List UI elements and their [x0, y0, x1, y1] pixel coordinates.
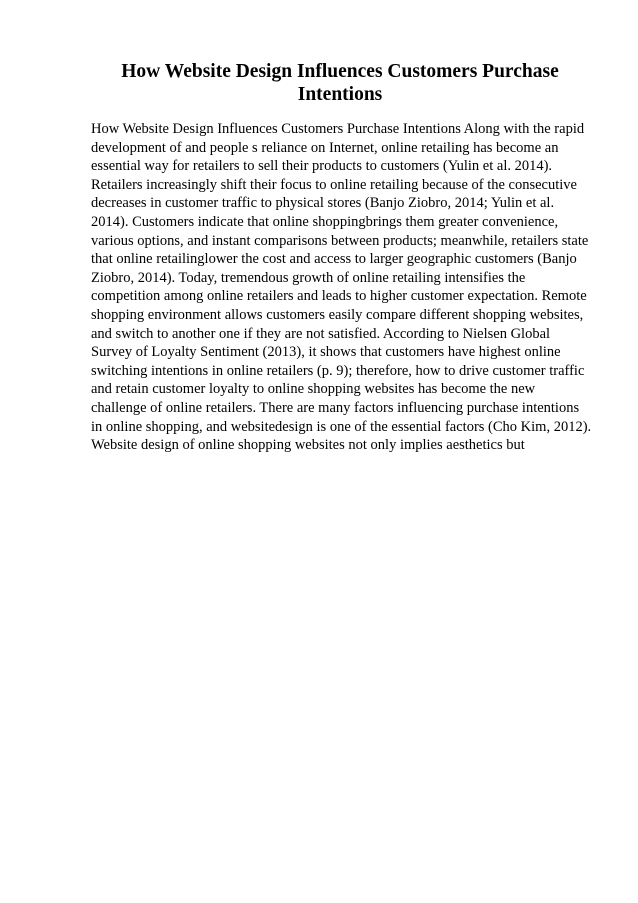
- body-line: switching intentions in online retailers (p. 9); therefore, how to drive customer traffic: [91, 362, 585, 379]
- body-line: decreases in customer traffic to physical stores (Banjo Ziobro, 2014; Yulin et al.: [91, 195, 555, 212]
- body-line: in online shopping, and websitedesign is one of the essential factors (Cho Kim, 2012).: [91, 418, 592, 435]
- body-line: shopping environment allows customers easily compare different shopping websites,: [91, 306, 584, 323]
- body-line: Website design of online shopping websites not only implies aesthetics but: [91, 437, 525, 454]
- body-line: essential way for retailers to sell their products to customers (Yulin et al. 2014).: [91, 158, 553, 175]
- body-line: and switch to another one if they are not satisfied. According to Nielsen Global: [91, 325, 551, 342]
- body-line: challenge of online retailers. There are many factors influencing purchase intentions: [91, 399, 580, 416]
- body-line: Survey of Loyalty Sentiment (2013), it shows that customers have highest online: [91, 344, 561, 361]
- body-line: various options, and instant comparisons between products; meanwhile, retailers state: [91, 232, 589, 249]
- body-paragraph: [91, 120, 601, 455]
- body-line: that online retailinglower the cost and access to larger geographic customers (Banjo: [91, 251, 577, 268]
- body-line: How Website Design Influences Customers Purchase Intentions Along with the rapid: [91, 121, 585, 137]
- title-line-1: How Website Design Influences Customers Purchase: [121, 61, 559, 82]
- document-title: [90, 60, 590, 106]
- body-line: Retailers increasingly shift their focus to online retailing because of the consecutive: [91, 176, 577, 193]
- title-line-2: Intentions: [297, 84, 383, 105]
- body-line: 2014). Customers indicate that online shoppingbrings them greater convenience,: [91, 213, 559, 230]
- body-line: Ziobro, 2014). Today, tremendous growth of online retailing intensifies the: [91, 269, 526, 286]
- body-line: competition among online retailers and leads to higher customer expectation. Remote: [91, 288, 587, 305]
- body-line: and retain customer loyalty to online shopping websites has become the new: [91, 381, 536, 398]
- body-line: development of and people s reliance on Internet, online retailing has become an: [91, 139, 559, 156]
